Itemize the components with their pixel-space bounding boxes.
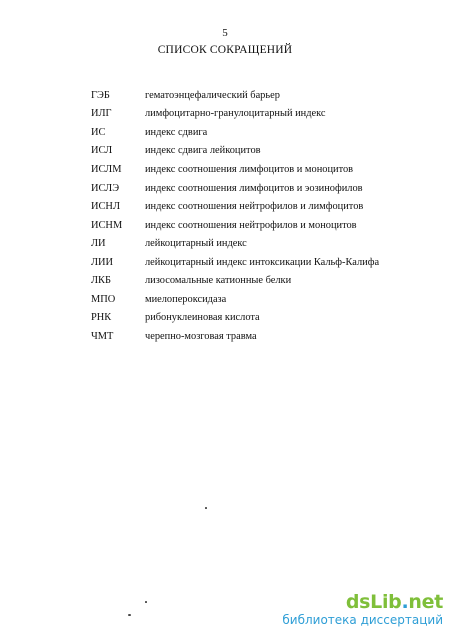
- watermark-subtitle: библиотека диссертаций: [282, 613, 443, 627]
- abbreviation-definition: лейкоцитарный индекс интоксикации Кальф-Калифа: [145, 256, 380, 268]
- abbreviation-definition: черепно-мозговая травма: [145, 330, 257, 342]
- watermark-logo-dot: .: [401, 591, 409, 613]
- abbreviation-row: [91, 253, 421, 272]
- abbreviation-row: [91, 271, 421, 290]
- abbreviation-term: ГЭБ: [91, 89, 110, 101]
- abbreviation-definition: лейкоцитарный индекс: [145, 238, 247, 250]
- abbreviation-row: [91, 290, 421, 309]
- scan-speck: [145, 601, 147, 603]
- abbreviation-definition: рибонуклеиновая кислота: [145, 312, 260, 324]
- abbreviation-term: ЛИИ: [91, 256, 114, 268]
- page-number: 5: [222, 27, 228, 39]
- watermark-logo-main: dsLib: [345, 591, 402, 613]
- abbreviation-term: ИСЛМ: [91, 163, 122, 175]
- abbreviation-term: ИСНЛ: [91, 201, 120, 213]
- abbreviation-term: ЛКБ: [91, 275, 111, 287]
- abbreviation-row: [91, 105, 421, 124]
- abbreviation-row: [91, 142, 421, 161]
- watermark-logo: [282, 593, 443, 612]
- abbreviation-term: ИЛГ: [91, 108, 112, 120]
- abbreviation-term: ИСЛ: [91, 145, 113, 157]
- abbreviation-row: [91, 309, 421, 328]
- abbreviation-row: [91, 234, 421, 253]
- abbreviation-term: РНК: [91, 312, 112, 324]
- abbreviation-list: [91, 86, 421, 346]
- abbreviation-term: ИСНМ: [91, 219, 123, 231]
- abbreviation-definition: индекс сдвига: [145, 126, 208, 138]
- abbreviation-row: [91, 216, 421, 235]
- abbreviation-definition: индекс соотношения лимфоцитов и эозинофилов: [145, 182, 363, 194]
- abbreviation-row: [91, 179, 421, 198]
- scan-speck: [128, 614, 131, 616]
- page-title: СПИСОК СОКРАЩЕНИЙ: [157, 44, 293, 56]
- abbreviation-definition: индекс соотношения нейтрофилов и моноцитов: [145, 219, 357, 231]
- abbreviation-term: ИС: [91, 126, 106, 138]
- abbreviation-definition: индекс соотношения нейтрофилов и лимфоцитов: [145, 201, 364, 213]
- abbreviation-row: [91, 86, 421, 105]
- watermark: [282, 593, 443, 626]
- scan-speck: [205, 507, 207, 509]
- abbreviation-definition: миелопероксидаза: [145, 293, 227, 305]
- abbreviation-definition: индекс соотношения лимфоцитов и моноцитов: [145, 163, 354, 175]
- watermark-logo-tld: net: [408, 591, 443, 613]
- abbreviation-term: МПО: [91, 293, 116, 305]
- abbreviation-definition: индекс сдвига лейкоцитов: [145, 145, 261, 157]
- abbreviation-term: ИСЛЭ: [91, 182, 120, 194]
- abbreviation-row: [91, 160, 421, 179]
- abbreviation-definition: лимфоцитарно-гранулоцитарный индекс: [145, 108, 326, 120]
- abbreviation-row: [91, 327, 421, 346]
- abbreviation-definition: лизосомальные катионные белки: [145, 275, 292, 287]
- abbreviation-definition: гематоэнцефалический барьер: [145, 89, 280, 101]
- abbreviation-row: [91, 197, 421, 216]
- abbreviation-term: ЛИ: [91, 238, 106, 250]
- abbreviation-term: ЧМТ: [91, 330, 114, 342]
- abbreviation-row: [91, 123, 421, 142]
